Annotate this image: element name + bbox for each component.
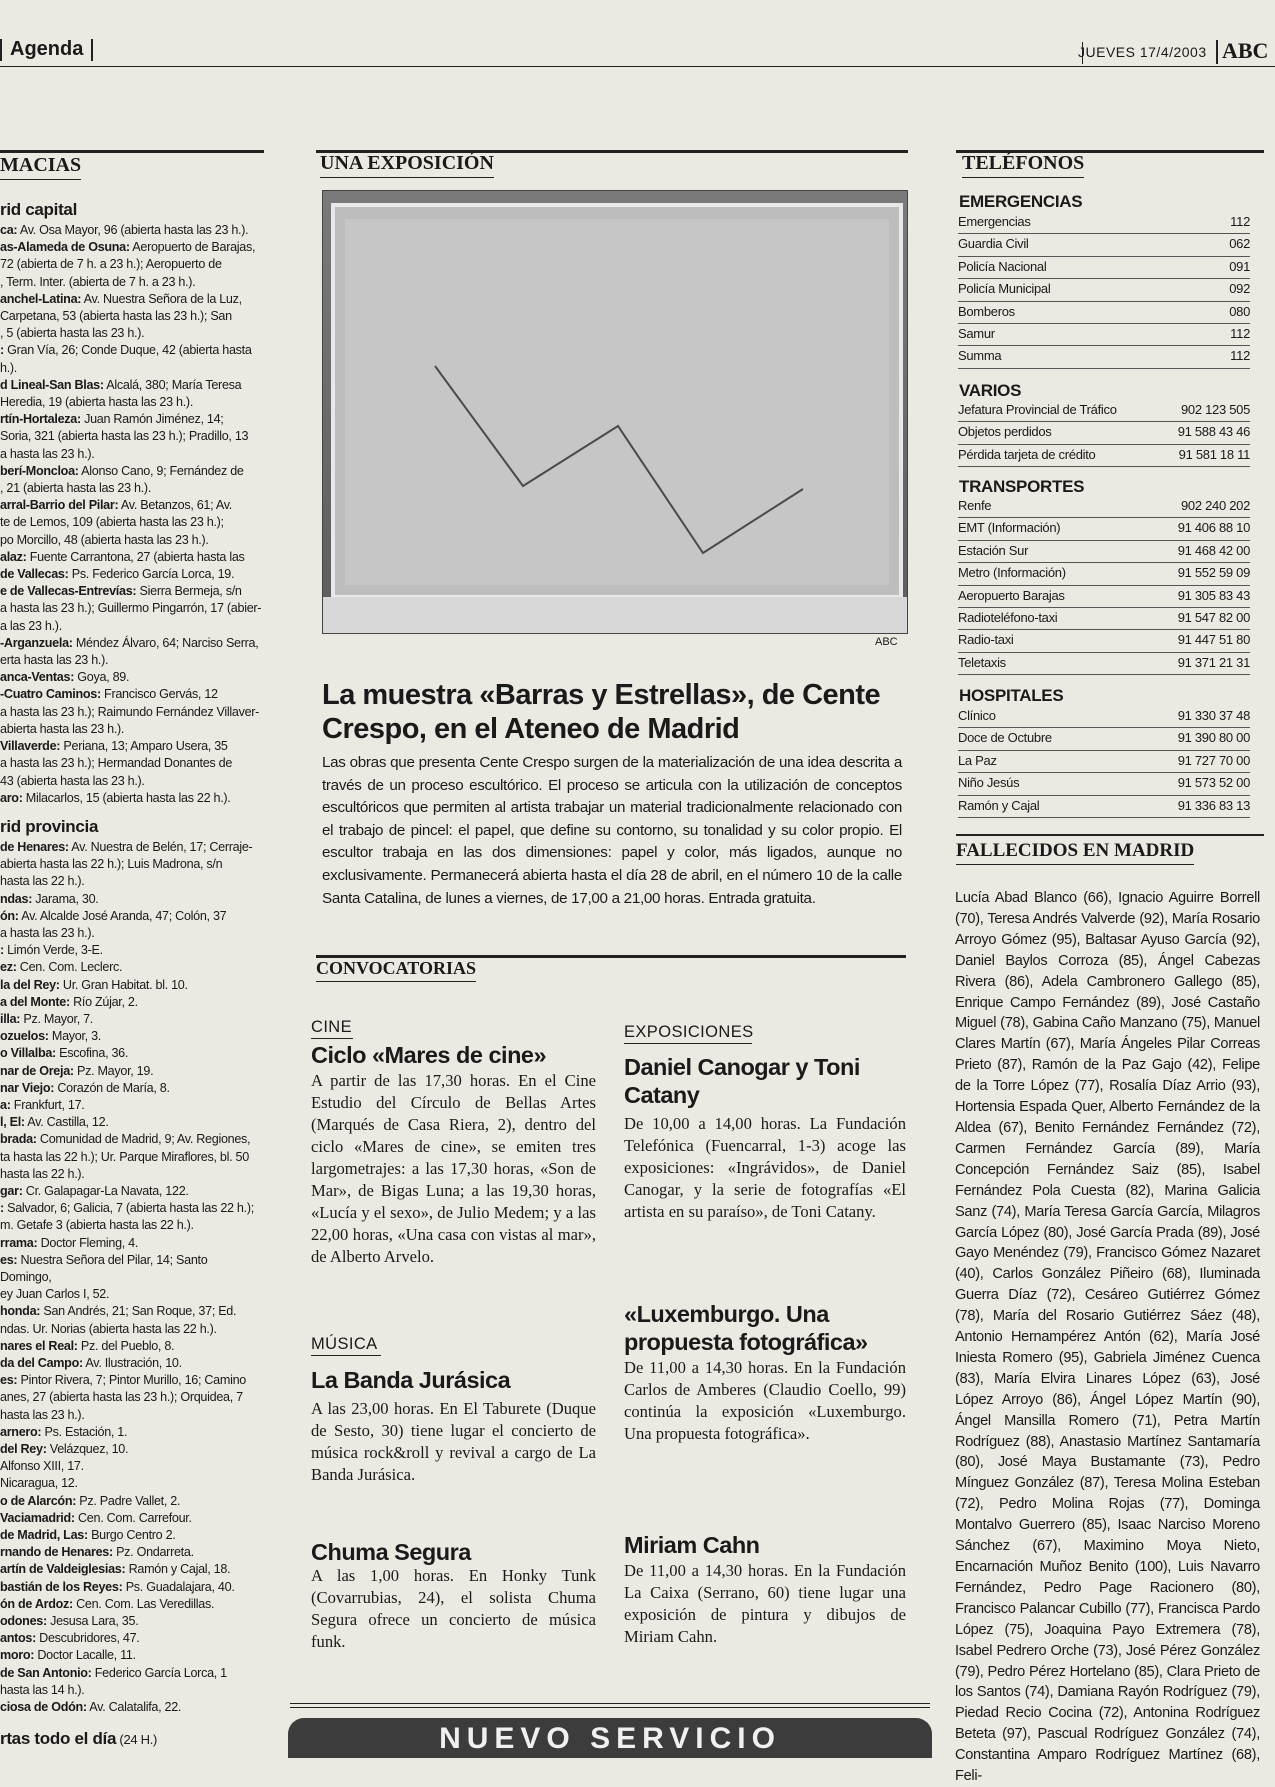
category-underline — [311, 1355, 381, 1356]
pharmacy-entry: Heredia, 19 (abierta hasta las 23 h.). — [0, 395, 194, 410]
phone-row — [958, 302, 1250, 324]
pharmacy-entry: a hasta las 23 h.); Raimundo Fernández Villaver- — [0, 704, 260, 719]
pharmacy-entry: anca-Ventas: Goya, 89. — [0, 670, 130, 685]
phone-row — [958, 422, 1250, 444]
phone-number: 91 588 43 46 — [1177, 424, 1250, 440]
pharmacy-entry: te de Lemos, 109 (abierta hasta las 23 h.); — [0, 515, 224, 530]
phone-row — [958, 728, 1250, 750]
phone-number: 91 330 37 48 — [1177, 708, 1250, 723]
phone-row — [958, 653, 1250, 675]
transportes-table — [958, 496, 1250, 675]
pharmacy-entry: anchel-Latina: Av. Nuestra Señora de la Luz, — [0, 291, 242, 306]
pharmacy-entry: ez: Cen. Com. Leclerc. — [0, 960, 123, 975]
pharmacy-entry: erta hasta las 23 h.). — [0, 653, 109, 668]
section-header — [0, 38, 101, 61]
phone-label: Summa — [958, 348, 1002, 364]
event-title-chuma: Chuma Segura — [311, 1539, 471, 1565]
pharmacy-entry: ta hasta las 22 h.); Ur. Parque Miraflores, bl. 50 — [0, 1149, 249, 1164]
farmacias-footer: rtas todo el día (24 H.) — [0, 1729, 158, 1749]
capital-subtitle: rid capital — [0, 200, 78, 219]
phone-number: 91 468 42 00 — [1177, 542, 1250, 558]
pharmacy-entry: abierta hasta las 22 h.); Luis Madrona, s/n — [0, 857, 223, 872]
phone-label: Samur — [958, 325, 995, 341]
phone-number: 112 — [1230, 348, 1250, 364]
pharmacy-entry: arral-Barrio del Pilar: Av. Betanzos, 61; Av. — [0, 498, 232, 513]
pharmacy-entry: Carpetana, 53 (abierta hasta las 23 h.); San — [0, 309, 232, 324]
pharmacy-entry: ón de Ardoz: Cen. Com. Las Veredillas. — [0, 1596, 215, 1611]
pharmacy-entry: : Limón Verde, 3-E. — [0, 943, 103, 958]
hospitales-table — [958, 706, 1250, 818]
pharmacy-entry: hasta las 14 h.). — [0, 1682, 85, 1697]
pharmacy-entry: gar: Cr. Galapagar-La Navata, 122. — [0, 1183, 189, 1198]
phone-label: Doce de Octubre — [958, 730, 1052, 746]
pharmacy-entry: ón: Av. Alcalde José Aranda, 47; Colón, 37 — [0, 908, 227, 923]
fallecidos-top-rule — [956, 834, 1264, 836]
conv-section-title: CONVOCATORIAS — [316, 958, 476, 982]
phone-number: 91 390 80 00 — [1177, 730, 1250, 746]
provincia-subtitle: rid provincia — [0, 816, 99, 836]
pharmacy-entry: moro: Doctor Lacalle, 11. — [0, 1648, 136, 1663]
pharmacy-entry: Vaciamadrid: Cen. Com. Carrefour. — [0, 1510, 192, 1525]
pharmacy-entry: de Henares: Av. Nuestra de Belén, 17; Cerraje- — [0, 839, 253, 854]
phone-number: 91 573 52 00 — [1177, 775, 1250, 791]
phone-number: 062 — [1229, 236, 1250, 252]
phone-number: 080 — [1229, 303, 1250, 319]
phone-label: Ramón y Cajal — [958, 797, 1040, 813]
category-musica: MÚSICA — [311, 1335, 378, 1353]
phone-number: 91 336 83 13 — [1177, 797, 1250, 813]
pharmacy-entry: la del Rey: Ur. Gran Habitat. bl. 10. — [0, 977, 188, 992]
event-body-luxemburgo: De 11,00 a 14,30 horas. En la Fundación Carlos de Amberes (Claudio Coello, 99) continúa la exposición «Luxemburgo. Una propuesta fotográfica». — [624, 1358, 906, 1443]
pharmacy-entry: as-Alameda de Osuna: Aeropuerto de Barajas, — [0, 240, 256, 255]
brand-divider — [1216, 40, 1218, 64]
varios-subtitle: VARIOS — [959, 381, 1022, 400]
phone-label: Estación Sur — [958, 542, 1029, 558]
phone-number: 902 240 202 — [1181, 498, 1250, 513]
fallecidos-body: Lucía Abad Blanco (66), Ignacio Aguirre Borrell (70), Teresa Andrés Valverde (92), María Rosario Arroyo Gómez (95), Baltasar Ayuso García (92), Daniel Baylos Corroza (85), Ángel Cabezas Rivera (86), Adela Cambronero Gallego (85), Enrique Campo Fernández (89), José Castaño Miguel (78), Gabina Caño Manzano (75), Manuel Clares Martín (67), María Ángeles Pilar Correas Prieto (87), Ramón de la Paz Gajo (42), Felipe de la Torre López (77), Rosalía Díaz Arrio (93), Hortensia Espada Quer, Alberto Fernández de la Aldea (67), Benito Fernández Fernández (72), Carmen Fernández García (89), María Concepción Fernández Saiz (85), Isabel Fernández Pola Cuesta (82), Marina Galicia Sanz (74), María Teresa García García, Milagros García López (80), José García Prada (89), José Gayo Menéndez (79), Francisco Gómez Nazaret (40), Carlos González Piñeiro (68), Iluminada Guerra Díaz (72), Cesáreo Gutiérrez Gómez (78), María del Rosario Gutiérrez Sáez (48), Antonio Hernampérez Antón (62), María José Iniesta Romero (95), Gabriela Jiménez Cuenca (83), María Elvira Linares López (63), José López Arroyo (86), Ángel López Martín (90), Ángel Mansilla Romero (71), Petra Martín Rodríguez (88), Anastasio Martínez Santamaría (80), José Maya Bustamante (73), Pedro Mínguez González (87), Teresa Molina Esteban (72), Pedro Molina Rojas (77), Dominga Montalvo Guerrero (85), Isaac Narciso Moreno Sánchez (67), Maximino Moya Nieto, Encarnación Muñoz Benito (100), Luis Navarro Fernández, Pedro Page Racionero (80), Francisco Palancar Cubillo (77), Francisca Pardo López (75), Joaquina Payo Extremera (78), Isabel Pedrero Orche (73), José Pérez González (79), Pedro Pérez Hortelano (85), Clara Prieto de los Santos (74), Damiana Rayón Rodríguez (79), Piedad Recio Cocina (72), Antonina Rodríguez Beteta (97), Pascual Rodríguez González (74), Constantina Amparo Rodríguez Martínez (68), Feli- — [955, 890, 1260, 1785]
phone-number: 902 123 505 — [1181, 402, 1250, 417]
pharmacy-entry: de Madrid, Las: Burgo Centro 2. — [0, 1528, 176, 1543]
phone-row — [958, 541, 1250, 563]
pharmacy-entry: a: Frankfurt, 17. — [0, 1097, 85, 1112]
phone-number: 092 — [1229, 281, 1250, 297]
promo-banner-text: NUEVO SERVICIO — [439, 1722, 781, 1755]
phone-row — [958, 400, 1250, 422]
newspaper-brand: ABC — [1222, 38, 1269, 63]
pharmacy-entry: odones: Jesusa Lara, 35. — [0, 1614, 139, 1629]
pharmacy-entry: de San Antonio: Federico García Lorca, 1 — [0, 1665, 227, 1680]
expo-headline: La muestra «Barras y Estrellas», de Cente Crespo, en el Ateneo de Madrid — [322, 679, 881, 745]
pharmacy-entry: nar de Oreja: Pz. Mayor, 19. — [0, 1063, 154, 1078]
phone-row — [958, 346, 1250, 368]
pharmacy-entry: hasta las 22 h.). — [0, 874, 85, 889]
pharmacy-entry: e de Vallecas-Entrevías: Sierra Bermeja, s/n — [0, 584, 242, 599]
capital-entries — [0, 222, 262, 807]
phone-label: EMT (Información) — [958, 520, 1061, 536]
pharmacy-entry: ey Juan Carlos I, 52. — [0, 1287, 110, 1302]
column-top-rule — [0, 150, 264, 153]
pharmacy-entry: , 5 (abierta hasta las 23 h.). — [0, 326, 145, 341]
phone-row — [958, 751, 1250, 773]
pharmacy-entry: 43 (abierta hasta las 23 h.). — [0, 773, 145, 788]
phone-number: 112 — [1230, 325, 1250, 341]
pharmacy-entry: illa: Pz. Mayor, 7. — [0, 1011, 93, 1026]
pharmacy-entry: bastián de los Reyes: Ps. Guadalajara, 40. — [0, 1579, 235, 1594]
event-body-cahn: De 11,00 a 14,30 horas. En la Fundación La Caixa (Serrano, 60) tiene lugar una exposición de pintura y dibujos de Miriam Cahn. — [624, 1561, 906, 1646]
pharmacy-entry: , 21 (abierta hasta las 23 h.). — [0, 481, 152, 496]
section-name: Agenda — [10, 38, 84, 60]
pharmacy-entry: del Rey: Velázquez, 10. — [0, 1442, 129, 1457]
phone-row — [958, 212, 1250, 234]
event-body-cine: A partir de las 17,30 horas. En el Cine Estudio del Círculo de Bellas Artes (Marqués de Casa Riera, 2), dentro del ciclo «Mares de cine», se emiten tres largometrajes: a las 17,30 horas, «Son de Mar», de Bigas Luna; a las 19,30 horas, «Lucía y el sexo», de Julio Medem; y a las 22,00 horas, «Una casa con vistas al mar», de Alberto Arvelo. — [311, 1071, 596, 1266]
pharmacy-entry: hasta las 22 h.). — [0, 1166, 85, 1181]
pharmacy-entry: da del Campo: Av. Ilustración, 10. — [0, 1356, 182, 1370]
event-title-exposiciones: Daniel Canogar y Toni Catany — [624, 1054, 860, 1108]
phone-label: Policía Nacional — [958, 258, 1047, 274]
banner-rule — [290, 1707, 930, 1708]
phone-number: 112 — [1230, 214, 1250, 229]
header-rule — [0, 66, 1275, 67]
pharmacy-entry: anes, 27 (abierta hasta las 23 h.); Orquidea, 7 — [0, 1390, 243, 1405]
category-cine: CINE — [311, 1018, 353, 1036]
pharmacy-entry: rrama: Doctor Fleming, 4. — [0, 1235, 139, 1250]
pharmacy-entry: : Gran Vía, 26; Conde Duque, 42 (abierta hasta — [0, 343, 252, 358]
phone-row — [958, 324, 1250, 346]
phone-label: Metro (Información) — [958, 565, 1066, 581]
phone-label: Policía Municipal — [958, 281, 1051, 297]
pharmacy-entry: ozuelos: Mayor, 3. — [0, 1029, 101, 1044]
phone-number: 91 552 59 09 — [1177, 565, 1250, 581]
pharmacy-entry: arnero: Ps. Estación, 1. — [0, 1424, 128, 1439]
category-exposiciones: EXPOSICIONES — [624, 1023, 754, 1041]
event-title-musica: La Banda Jurásica — [311, 1367, 511, 1393]
pharmacy-entry: ndas. Ur. Norias (abierta hasta las 22 h.). — [0, 1321, 217, 1336]
pharmacy-entry: ndas: Jarama, 30. — [0, 891, 99, 906]
phone-number: 91 581 18 11 — [1178, 446, 1250, 462]
artwork-photo — [322, 190, 908, 634]
phone-number: 091 — [1229, 258, 1250, 274]
phone-row — [958, 279, 1250, 301]
farmacias-title: MACIAS — [0, 154, 81, 180]
pharmacy-entry: brada: Comunidad de Madrid, 9; Av. Regiones, — [0, 1132, 251, 1147]
pharmacy-entry: po Morcillo, 48 (abierta hasta las 23 h.). — [0, 532, 209, 547]
pharmacy-entry: ca: Av. Osa Mayor, 96 (abierta hasta las 23 h.). — [0, 223, 249, 237]
phone-number: 91 727 70 00 — [1177, 752, 1250, 768]
phone-label: Pérdida tarjeta de crédito — [958, 446, 1096, 462]
phone-row — [958, 496, 1250, 518]
phone-row — [958, 586, 1250, 608]
phone-label: Bomberos — [958, 303, 1015, 319]
phone-row — [958, 773, 1250, 795]
photo-credit: ABC — [875, 636, 898, 648]
pharmacy-entry: berí-Moncloa: Alonso Cano, 9; Fernández de — [0, 463, 244, 478]
phone-label: Objetos perdidos — [958, 424, 1052, 440]
phone-row — [958, 445, 1250, 467]
pharmacy-entry: a hasta las 23 h.); Guillermo Pingarrón, 17 (abier- — [0, 601, 262, 616]
pharmacy-entry: ciosa de Odón: Av. Calatalifa, 22. — [0, 1700, 182, 1715]
pharmacy-entry: a hasta las 23 h.). — [0, 925, 95, 940]
event-title-cahn: Miriam Cahn — [624, 1532, 760, 1558]
phone-row — [958, 630, 1250, 652]
pharmacy-entry: -Cuatro Caminos: Francisco Gervás, 12 — [0, 687, 218, 702]
pharmacy-entry: a las 23 h.). — [0, 618, 62, 633]
pharmacy-entry: de Vallecas: Ps. Federico García Lorca, 19. — [0, 567, 235, 582]
emergencias-table — [958, 212, 1250, 369]
phone-number: 91 547 82 00 — [1177, 609, 1250, 625]
phone-label: Niño Jesús — [958, 775, 1020, 791]
pharmacy-entry: m. Getafe 3 (abierta hasta las 22 h.). — [0, 1218, 194, 1233]
pharmacy-entry: honda: San Andrés, 21; San Roque, 37; Ed. — [0, 1304, 237, 1319]
phone-row — [958, 796, 1250, 818]
phone-row — [958, 518, 1250, 540]
phone-label: Renfe — [958, 498, 992, 513]
expo-section-title: UNA EXPOSICIÓN — [320, 152, 494, 178]
pharmacy-entry: d Lineal-San Blas: Alcalá, 380; María Teresa — [0, 377, 242, 392]
pharmacy-entry: nar Viejo: Corazón de María, 8. — [0, 1080, 170, 1095]
phone-label: Emergencias — [958, 214, 1031, 229]
banner-rule — [290, 1703, 930, 1704]
pharmacy-entry: a hasta las 23 h.); Hermandad Donantes de — [0, 756, 233, 771]
phone-label: Radio-taxi — [958, 632, 1014, 648]
transportes-subtitle: TRANSPORTES — [959, 477, 1085, 496]
pharmacy-entry: aro: Milacarlos, 15 (abierta hasta las 22 h.). — [0, 790, 231, 805]
event-body-chuma: A las 1,00 horas. En Honky Tunk (Covarrubias, 24), el solista Chuma Segura ofrece un concierto de música funk. — [311, 1566, 596, 1651]
phone-row — [958, 234, 1250, 256]
phone-label: La Paz — [958, 752, 997, 768]
pharmacy-entry: o de Alarcón: Pz. Padre Vallet, 2. — [0, 1493, 181, 1508]
pharmacy-entry: es: Nuestra Señora del Pilar, 14; Santo Domingo, — [0, 1252, 208, 1284]
pharmacy-entry: Soria, 321 (abierta hasta las 23 h.); Pradillo, 13 — [0, 429, 249, 444]
pharmacy-entry: hasta las 23 h.). — [0, 1407, 85, 1422]
phone-number: 91 447 51 80 — [1177, 632, 1250, 648]
phone-label: Aeropuerto Barajas — [958, 587, 1065, 603]
varios-table — [958, 400, 1250, 467]
event-title-cine: Ciclo «Mares de cine» — [311, 1042, 547, 1068]
pharmacy-entry: abierta hasta las 23 h.). — [0, 721, 125, 736]
pharmacy-entry: l, El: Av. Castilla, 12. — [0, 1115, 109, 1130]
event-title-luxemburgo: «Luxemburgo. Una propuesta fotográfica» — [624, 1301, 868, 1355]
phone-label: Jefatura Provincial de Tráfico — [958, 402, 1117, 417]
category-underline — [311, 1038, 353, 1039]
category-underline — [624, 1043, 752, 1044]
phone-row — [958, 257, 1250, 279]
header-divider — [0, 39, 2, 61]
phone-label: Radioteléfono-taxi — [958, 609, 1058, 625]
pharmacy-entry: , Term. Inter. (abierta de 7 h. a 23 h.). — [0, 274, 196, 289]
pharmacy-entry: h.). — [0, 360, 17, 375]
pharmacy-entry: Villaverde: Periana, 13; Amparo Usera, 35 — [0, 739, 228, 754]
pharmacy-entry: artín de Valdeiglesias: Ramón y Cajal, 18. — [0, 1562, 231, 1577]
phone-number: 91 305 83 43 — [1177, 587, 1250, 603]
expo-body: Las obras que presenta Cente Crespo surgen de la materialización de una idea descrita a través de un proceso escultórico. El proceso se articula con la utilización de conceptos escultóricos que permiten al artista trabajar un material tradicionalmente relacionado con el trabajo de pincel: el papel, que define su contorno, su tonalidad y su color propio. El escultor trabaja en las dos dimensiones: papel y color, más ligados, aunque no exclusivamente. Permanecerá abierta hasta el día 28 de abril, en el número 10 de la calle Santa Catalina, de lunes a viernes, de 17,00 a 21,00 horas. Entrada gratuita. — [322, 754, 902, 907]
pharmacy-entry: : Salvador, 6; Galicia, 7 (abierta hasta las 22 h.); — [0, 1201, 254, 1216]
pharmacy-entry: nares el Real: Pz. del Pueblo, 8. — [0, 1338, 175, 1353]
pharmacy-entry: o Villalba: Escofina, 36. — [0, 1046, 129, 1061]
phone-label: Teletaxis — [958, 654, 1006, 670]
phone-number: 91 371 21 31 — [1177, 654, 1250, 670]
pharmacy-entry: antos: Descubridores, 47. — [0, 1631, 140, 1646]
hospitales-subtitle: HOSPITALES — [959, 686, 1064, 705]
event-body-exposiciones: De 10,00 a 14,00 horas. La Fundación Telefónica (Fuencarral, 1-3) acoge las exposiciones: «Ingrávidos», de Daniel Canogar, y la serie de fotografías «El artista en su paraíso», de Toni Catany. — [624, 1114, 906, 1221]
phone-row — [958, 608, 1250, 630]
header-divider — [91, 39, 93, 61]
issue-date: JUEVES 17/4/2003 — [1078, 44, 1207, 60]
pharmacy-entry: alaz: Fuente Carrantona, 27 (abierta hasta las — [0, 549, 245, 564]
pharmacy-entry: a hasta las 23 h.). — [0, 446, 95, 461]
pharmacy-entry: a del Monte: Río Zújar, 2. — [0, 994, 138, 1009]
fallecidos-section-title: FALLECIDOS EN MADRID — [956, 840, 1194, 865]
pharmacy-entry: rnando de Henares: Pz. Ondarreta. — [0, 1545, 194, 1560]
phone-label: Guardia Civil — [958, 236, 1029, 252]
pharmacy-entry: rtín-Hortaleza: Juan Ramón Jiménez, 14; — [0, 412, 224, 427]
artwork-image — [323, 191, 907, 633]
pharmacy-entry: Alfonso XIII, 17. — [0, 1459, 84, 1474]
pharmacy-entry: -Arganzuela: Méndez Álvaro, 64; Narciso Serra, — [0, 635, 259, 650]
pharmacy-entry: es: Pintor Rivera, 7; Pintor Murillo, 16; Camino — [0, 1373, 246, 1388]
event-body-musica: A las 23,00 horas. En El Taburete (Duque de Sesto, 30) tiene lugar el concierto de música rock&roll y revival a cargo de La Banda Jurásica. — [311, 1399, 596, 1484]
phone-row — [958, 563, 1250, 585]
emergencias-subtitle: EMERGENCIAS — [959, 192, 1083, 211]
tel-section-title: TELÉFONOS — [962, 152, 1084, 178]
provincia-entries — [0, 839, 262, 1716]
pharmacy-entry: Nicaragua, 12. — [0, 1476, 78, 1491]
phone-label: Clínico — [958, 708, 996, 723]
farmacias-list — [0, 192, 262, 1748]
phone-row — [958, 706, 1250, 728]
pharmacy-entry: 72 (abierta de 7 h. a 23 h.); Aeropuerto de — [0, 257, 222, 272]
phone-number: 91 406 88 10 — [1177, 520, 1250, 536]
